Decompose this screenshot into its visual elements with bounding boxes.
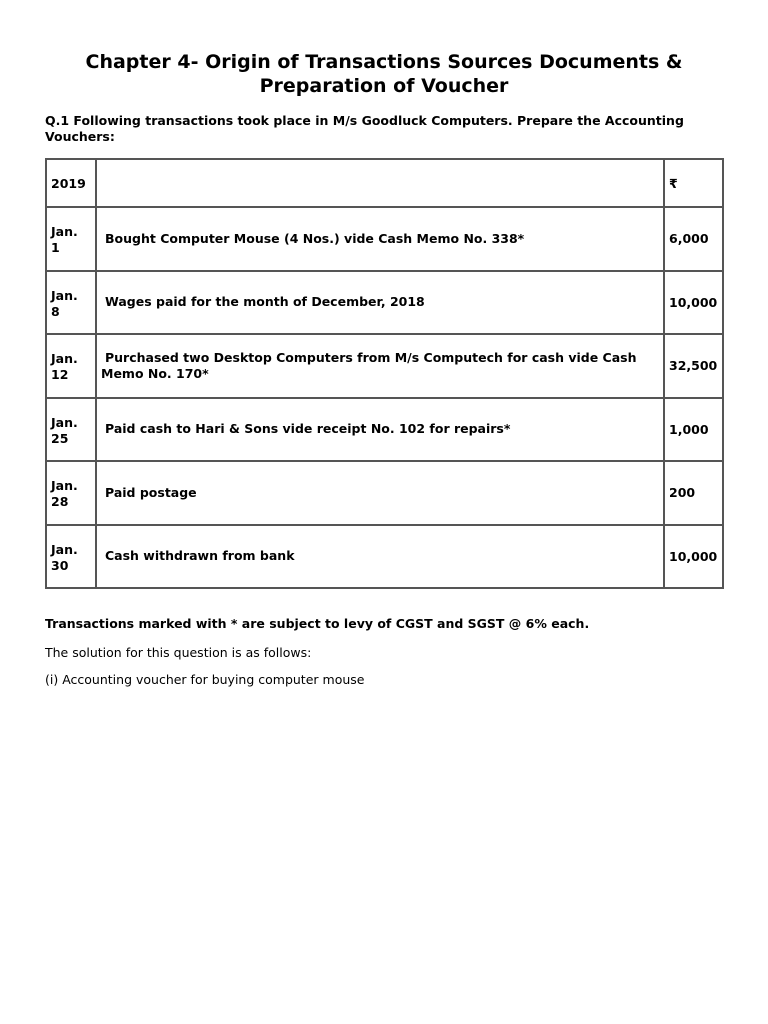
table-header-row: [46, 159, 723, 207]
date-day: 1: [51, 240, 60, 255]
date-cell: [46, 525, 96, 589]
date-day: 25: [51, 430, 69, 446]
question-text: Q.1 Following transactions took place in M/s Goodluck Computers. Prepare the Accounting Vouchers:: [45, 113, 684, 144]
date-day: 30: [51, 557, 69, 573]
amount-cell: 200: [664, 461, 723, 525]
date-month: Jan.: [51, 478, 78, 493]
date-day: 28: [51, 494, 69, 509]
date-month: Jan.: [51, 414, 78, 430]
year-header: 2019: [46, 159, 96, 207]
date-day: 12: [51, 367, 69, 382]
amount-cell: 10,000: [664, 525, 723, 589]
solution-intro: The solution for this question is as follows:: [45, 645, 312, 660]
description-cell: [96, 334, 664, 398]
date-cell: [46, 461, 96, 525]
description-cell: Bought Computer Mouse (4 Nos.) vide Cash Memo No. 338*: [96, 207, 664, 271]
description-cell: Cash withdrawn from bank: [96, 525, 664, 589]
date-month: Jan.: [51, 287, 78, 303]
amount-cell: 6,000: [664, 207, 723, 271]
amount-cell: 1,000: [664, 398, 723, 462]
table-row: [46, 525, 723, 589]
date-cell: [46, 334, 96, 398]
table-row: [46, 334, 723, 398]
table-row: [46, 271, 723, 335]
table-row: [46, 207, 723, 271]
date-cell: [46, 207, 96, 271]
amount-cell: 10,000: [664, 271, 723, 335]
table-row: [46, 461, 723, 525]
document-title: Chapter 4- Origin of Transactions Sources Documents & Preparation of Voucher: [85, 51, 683, 97]
transactions-table: [45, 158, 724, 589]
gst-note: Transactions marked with * are subject to levy of CGST and SGST @ 6% each.: [45, 616, 590, 631]
amount-cell: 32,500: [664, 334, 723, 398]
date-day: 8: [51, 303, 60, 319]
currency-header: ₹: [664, 159, 723, 207]
table-row: [46, 398, 723, 462]
date-month: Jan.: [51, 351, 78, 366]
date-month: Jan.: [51, 541, 78, 557]
description-cell: Wages paid for the month of December, 2018: [96, 271, 664, 335]
date-cell: [46, 398, 96, 462]
description-cell: Paid postage: [96, 461, 664, 525]
date-month: Jan.: [51, 224, 78, 239]
description-text: Purchased two Desktop Computers from M/s Computech for cash vide Cash Memo No. 170*: [101, 349, 637, 381]
solution-part-heading: (i) Accounting voucher for buying computer mouse: [45, 672, 365, 687]
description-cell: Paid cash to Hari & Sons vide receipt No. 102 for repairs*: [96, 398, 664, 462]
date-cell: [46, 271, 96, 335]
description-header: [96, 159, 664, 207]
